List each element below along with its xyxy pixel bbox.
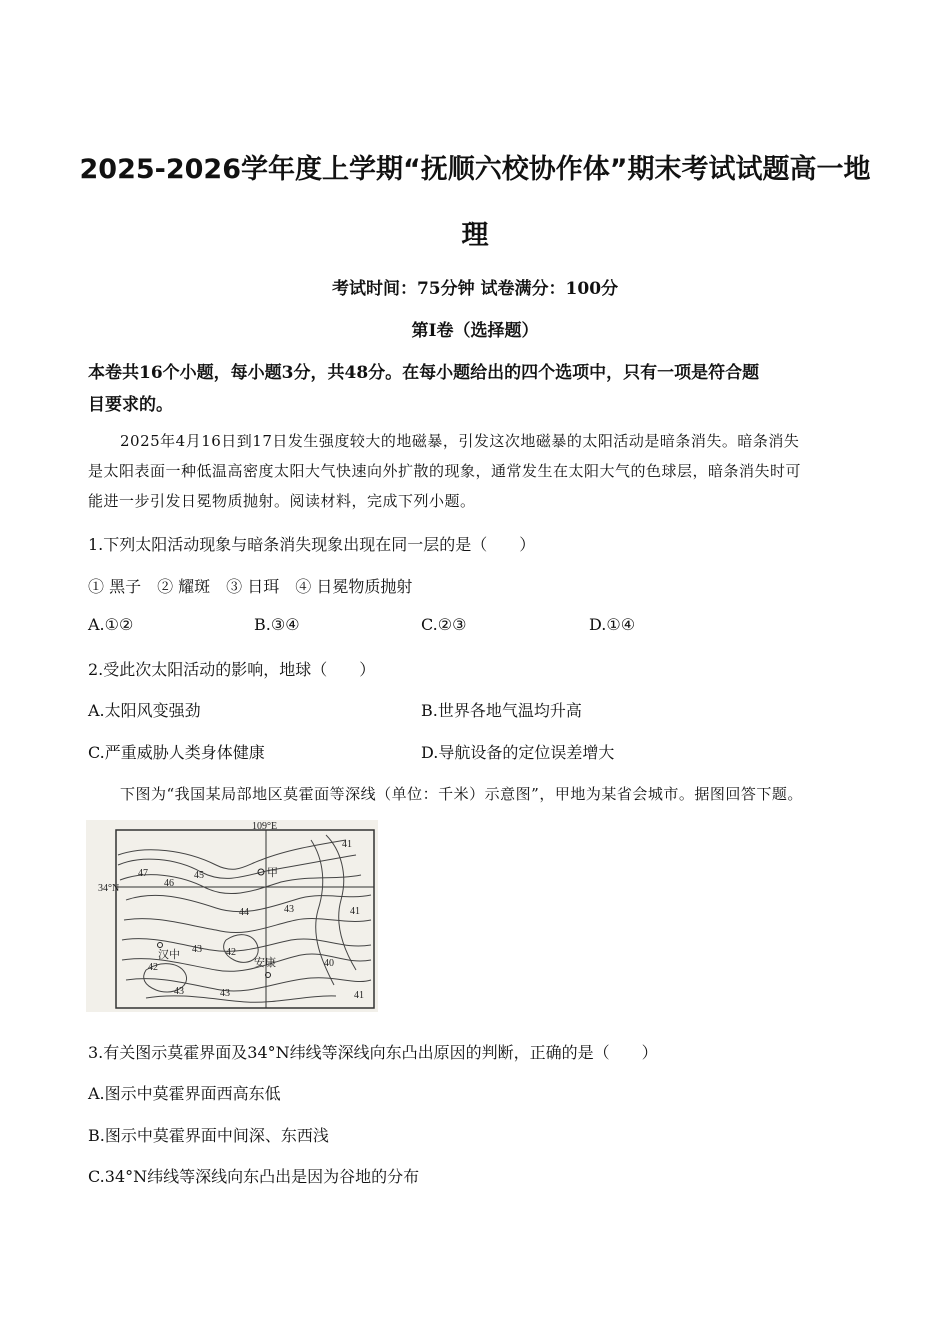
instructions-line1: 本卷共16个小题，每小题3分，共48分。在每小题给出的四个选项中，只有一项是符合题 [88,363,760,383]
question-1-option-b[interactable]: B.③④ [254,615,300,634]
instructions-line2: 目要求的。 [88,395,173,415]
material2-line1: 下图为“我国某局部地区莫霍面等深线（单位：千米）示意图”，甲地为某省会城市。据图回答下题。 [120,785,803,803]
material1-line3: 能进一步引发日冕物质抛射。阅读材料，完成下列小题。 [88,492,476,510]
contour-label: 46 [164,878,174,889]
question-3-stem: 3.有关图示莫霍界面及34°N纬线等深线向东凸出原因的判断，正确的是（ ） [88,1043,658,1062]
section-title: 第Ⅰ卷（选择题） [411,321,539,341]
question-1-items: ① 黑子 ② 耀斑 ③ 日珥 ④ 日冕物质抛射 [88,577,413,596]
contour-label: 45 [194,870,204,881]
question-3-option-a[interactable]: A.图示中莫霍界面西高东低 [88,1084,281,1103]
contour-label: 42 [148,962,158,973]
question-2-option-c[interactable]: C.严重威胁人类身体健康 [88,743,265,762]
contour-label: 43 [174,986,184,997]
city-ankang-label: 安康 [254,957,276,969]
moho-map-svg [86,820,378,1012]
contour-label: 43 [220,988,230,999]
city-jia-label: 甲 [267,867,278,879]
contour-label: 40 [324,958,334,969]
contour-label: 43 [284,904,294,915]
contour-label: 41 [354,990,364,1001]
material1-line2: 是太阳表面一种低温高密度太阳大气快速向外扩散的现象，通常发生在太阳大气的色球层，暗条消失时可 [88,462,802,480]
exam-title-line1: 2025-2026学年度上学期“抚顺六校协作体”期末考试试题高一地 [79,154,871,185]
question-3-option-c[interactable]: C.34°N纬线等深线向东凸出是因为谷地的分布 [88,1167,420,1186]
question-3-option-b[interactable]: B.图示中莫霍界面中间深、东西浅 [88,1126,329,1145]
contour-label: 44 [239,907,249,918]
question-2-option-a[interactable]: A.太阳风变强劲 [88,701,201,720]
exam-info: 考试时间：75分钟 试卷满分：100分 [331,279,619,299]
question-1-option-d[interactable]: D.①④ [589,615,636,634]
contour-label: 47 [138,868,148,879]
question-2-stem: 2.受此次太阳活动的影响，地球（ ） [88,660,376,679]
map-background [86,820,378,1012]
question-1-stem: 1.下列太阳活动现象与暗条消失现象出现在同一层的是（ ） [88,535,536,554]
contour-label: 42 [226,947,236,958]
material1-line1: 2025年4月16日到17日发生强度较大的地磁暴，引发这次地磁暴的太阳活动是暗条消失。暗条消失 [120,432,800,450]
question-1-option-a[interactable]: A.①② [88,615,134,634]
contour-label: 41 [342,839,352,850]
exam-title-line2: 理 [461,220,489,251]
contour-label: 41 [350,906,360,917]
longitude-label: 109°E [252,821,278,832]
city-hanzhong-label: 汉中 [158,949,180,961]
question-2-option-b[interactable]: B.世界各地气温均升高 [421,701,582,720]
question-1-option-c[interactable]: C.②③ [421,615,467,634]
latitude-label: 34°N [98,883,120,894]
question-2-option-d[interactable]: D.导航设备的定位误差增大 [421,743,615,762]
contour-label: 43 [192,944,202,955]
moho-contour-map [86,820,378,1012]
